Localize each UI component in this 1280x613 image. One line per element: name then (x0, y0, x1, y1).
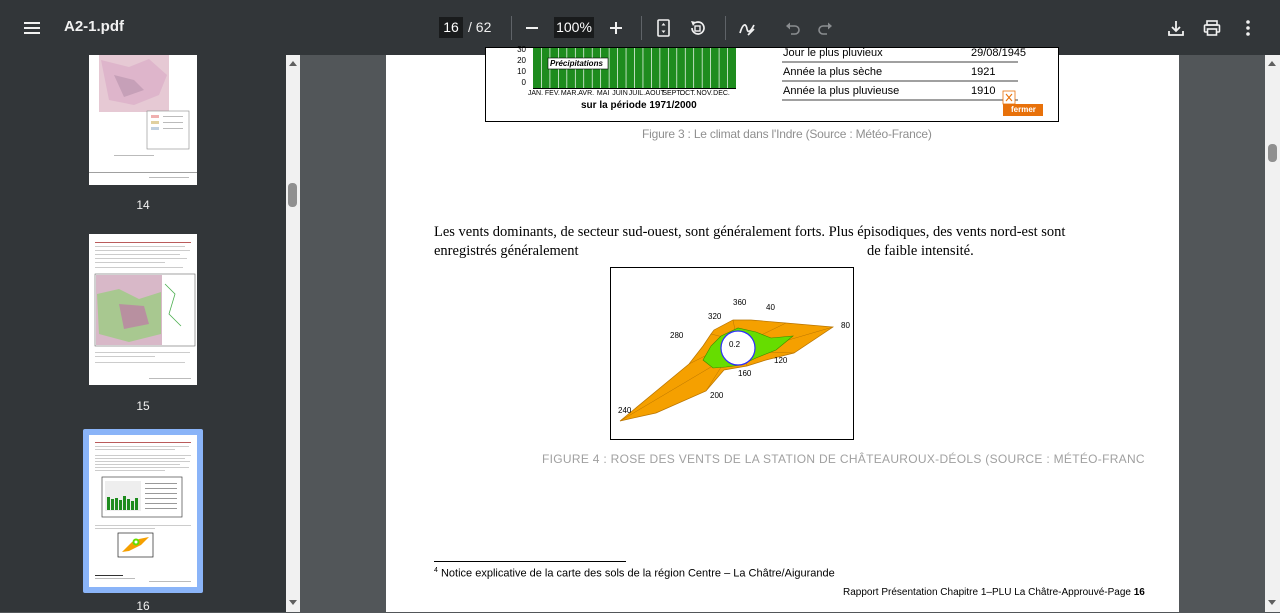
y-tick-label: 30 (517, 45, 526, 54)
wind-rose-figure (610, 267, 854, 440)
rotate-button[interactable] (684, 15, 710, 41)
thumbnail-label: 16 (136, 599, 150, 613)
paragraph-line: Les vents dominants, de secteur sud-ouest, sont généralement forts. Plus épisodiques, des vents nord-est sont (434, 224, 1066, 240)
menu-icon[interactable] (20, 16, 44, 40)
body-paragraph (434, 223, 1134, 261)
thumbnail-label: 15 (136, 399, 150, 413)
thumbnail-page-15[interactable] (89, 234, 197, 385)
series-label: Précipitations (550, 59, 603, 68)
thumbnail-page-14[interactable] (89, 55, 197, 185)
thumbnail-preview (89, 234, 197, 385)
thumbnail-page-16[interactable] (89, 435, 197, 587)
fit-page-icon (656, 19, 672, 37)
month-tick-label: AOUT (645, 90, 665, 97)
climate-row-value: 1921 (971, 66, 996, 78)
redo-icon (817, 21, 833, 35)
climate-row-value: 29/08/1945 (971, 47, 1027, 59)
y-tick-label: 0 (521, 78, 526, 87)
zoom-in-button[interactable] (603, 15, 629, 41)
thumbnail-preview (89, 55, 197, 185)
figure-4-caption: FIGURE 4 : ROSE DES VENTS DE LA STATION DE CHÂTEAUROUX-DÉOLS (SOURCE : MÉTÉO-FRANC (542, 452, 1145, 466)
toolbar-divider (511, 16, 512, 40)
document-title: A2-1.pdf (64, 18, 124, 35)
print-button[interactable] (1199, 15, 1225, 41)
y-tick-label: 20 (517, 56, 526, 65)
page-total: / 62 (468, 19, 492, 35)
month-tick-label: NOV. (696, 90, 713, 97)
minus-icon (525, 21, 539, 35)
direction-label: 200 (710, 391, 724, 400)
paragraph-text: de faible intensité. (867, 243, 974, 259)
close-label[interactable]: fermer (1011, 105, 1036, 114)
more-vert-icon (1245, 19, 1251, 37)
month-tick-label: OCT. (679, 90, 696, 97)
month-tick-label: FEV. (544, 90, 560, 97)
month-tick-label: MAI (596, 90, 610, 97)
climate-chart-figure (485, 47, 1059, 122)
month-tick-label: JUIN (612, 90, 628, 97)
page-footer (843, 587, 1145, 598)
fit-to-page-button[interactable] (651, 15, 677, 41)
direction-label: 240 (618, 406, 632, 415)
zoom-level-input[interactable]: 100% (554, 17, 594, 38)
center-label: 0.2 (729, 340, 741, 349)
paragraph-line (434, 242, 1134, 261)
climate-row-label: Année la plus pluvieuse (783, 85, 900, 97)
redo-button[interactable] (812, 15, 838, 41)
direction-label: 40 (766, 303, 775, 312)
scroll-up-arrow[interactable] (289, 61, 297, 66)
month-tick-label: JAN. (527, 90, 544, 97)
plus-icon (609, 21, 623, 35)
scroll-down-arrow[interactable] (1268, 600, 1276, 605)
footnote-text: Notice explicative de la carte des sols de la région Centre – La Châtre/Aigurande (440, 567, 835, 580)
month-tick-label: JUIL. (628, 90, 646, 97)
annotate-button[interactable] (734, 15, 760, 41)
direction-label: 120 (774, 356, 788, 365)
direction-label: 280 (670, 331, 684, 340)
footnote (434, 567, 835, 580)
month-tick-label: MAR. (560, 90, 579, 97)
climate-row-label: Année la plus sèche (783, 66, 883, 78)
month-tick-label: SEPT. (662, 90, 682, 97)
page-number-input[interactable]: 16 (439, 17, 463, 38)
pen-icon (738, 19, 756, 37)
month-tick-label: AVR. (578, 90, 595, 97)
zoom-out-button[interactable] (519, 15, 545, 41)
climate-row-value: 1910 (971, 85, 996, 97)
direction-label: 320 (708, 312, 722, 321)
undo-icon (785, 21, 801, 35)
y-tick-label: 10 (517, 67, 526, 76)
toolbar-divider (641, 16, 642, 40)
scroll-down-arrow[interactable] (289, 600, 297, 605)
download-button[interactable] (1163, 15, 1189, 41)
footnote-number: 4 (434, 567, 438, 574)
main-scroll-thumb[interactable] (1268, 144, 1277, 162)
direction-label: 80 (841, 321, 850, 330)
direction-label: 160 (738, 369, 752, 378)
chart-period-label: sur la période 1971/2000 (581, 100, 697, 111)
rotate-icon (688, 19, 706, 37)
pdf-page (386, 45, 1179, 612)
month-tick-label: DEC. (713, 90, 730, 97)
thumbnail-sidebar (0, 55, 300, 612)
thumbnail-label: 14 (136, 198, 150, 212)
more-options-button[interactable] (1235, 15, 1261, 41)
climate-row-label: Jour le plus pluvieux (783, 47, 883, 59)
main-scrollbar[interactable] (1265, 55, 1280, 612)
paragraph-text: enregistrés généralement (434, 243, 579, 259)
wind-rose-chart (611, 268, 855, 441)
figure-3-caption: Figure 3 : Le climat dans l'Indre (Source : Météo-France) (642, 127, 932, 141)
footer-page-number: 16 (1133, 587, 1145, 598)
sidebar-scrollbar[interactable] (286, 55, 300, 612)
download-icon (1167, 19, 1185, 37)
undo-button[interactable] (780, 15, 806, 41)
direction-label: 360 (733, 298, 747, 307)
print-icon (1203, 19, 1221, 37)
sidebar-scroll-thumb[interactable] (288, 183, 297, 207)
footnote-separator (434, 561, 626, 562)
toolbar-divider (725, 16, 726, 40)
thumbnail-preview (89, 435, 197, 587)
scroll-up-arrow[interactable] (1268, 61, 1276, 66)
footer-text: Rapport Présentation Chapitre 1–PLU La Châtre-Approuvé-Page (843, 587, 1131, 598)
